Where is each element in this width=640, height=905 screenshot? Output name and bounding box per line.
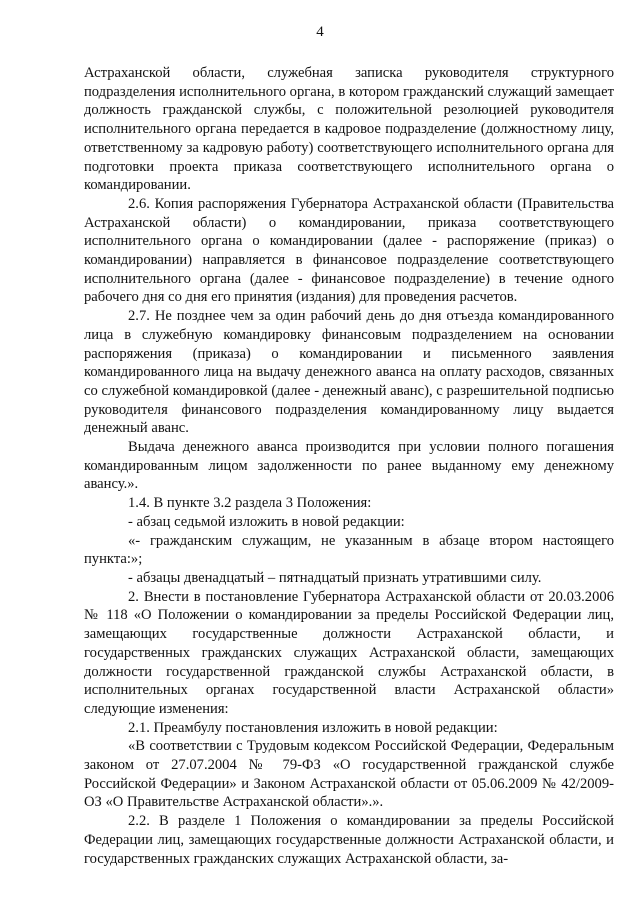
paragraph-2: 2. Внести в постановление Губернатора Астраханской области от 20.03.2006 № 118 «О Положении о командировании за пределы Российской Федерации лиц, замещающих государственные должности Астраханской области, и государственных гражданских служащих Астраханской области, замещающих должности государственной гражданской службы Астраханской области, в исполнительных органах государственной власти Астраханской области» следующие изменения:	[84, 588, 614, 717]
paragraph-continuation: Астраханской области, служебная записка руководителя структурного подразделения исполнительного органа, в котором гражданский служащий замещает должность гражданской службы, с положительной резолюцией руководителя исполнительного органа передается в кадровое подразделение (должностному лицу, ответственному за кадровую работу) соответствующего исполнительного органа для подготовки проекта приказа соответствующего исполнительного органа о командировании.	[84, 65, 614, 194]
paragraph-2-1: 2.1. Преамбулу постановления изложить в новой редакции:	[128, 719, 498, 736]
paragraph-2-6: 2.6. Копия распоряжения Губернатора Астраханской области (Правительства Астраханской области) о командировании, приказа соответствующего исполнительного органа о командировании (далее - распоряжение (приказ) о командировании) направляется в финансовое подразделение соответствующего исполнительного органа (далее - финансовое подразделение) в течение одного рабочего дня со дня его принятия (издания) для проведения расчетов.	[84, 195, 614, 306]
paragraph-2-7: 2.7. Не позднее чем за один рабочий день до дня отъезда командированного лица в служебную командировку финансовым подразделением на основании распоряжения (приказа) о командировании и письменного заявления командированного лица на выдачу денежного аванса на оплату расходов, связанных со служебной командировкой (далее - денежный аванс), с разрешительной подписью руководителя финансового подразделения командированному лицу выдается денежный аванс.	[84, 308, 614, 437]
paragraph-abzacy-12-15: - абзацы двенадцатый – пятнадцатый признать утратившими силу.	[128, 569, 542, 586]
paragraph-advance-condition: Выдача денежного аванса производится при условии полного погашения командированным лицом задолженности по ранее выданному ему денежному авансу.».	[84, 439, 614, 493]
paragraph-quote: «- гражданским служащим, не указанным в абзаце втором настоящего пункта:»;	[84, 532, 614, 568]
document-body	[84, 64, 614, 868]
paragraph-2-2: 2.2. В разделе 1 Положения о командировании за пределы Российской Федерации лиц, замещающих государственные должности Астраханской области, и государственных гражданских служащих Астраханской области, за-	[84, 813, 614, 867]
paragraph-preamble-quote: «В соответствии с Трудовым кодексом Российской Федерации, Федеральным законом от 27.07.2004 № 79-ФЗ «О государственной гражданской службе Российской Федерации» и Законом Астраханской области от 05.06.2009 № 42/2009-ОЗ «О Правительстве Астраханской области».».	[84, 738, 614, 811]
page-number: 4	[316, 24, 324, 40]
paragraph-1-4: 1.4. В пункте 3.2 раздела 3 Положения:	[128, 495, 372, 512]
paragraph-abzac-7: - абзац седьмой изложить в новой редакции:	[128, 513, 405, 530]
